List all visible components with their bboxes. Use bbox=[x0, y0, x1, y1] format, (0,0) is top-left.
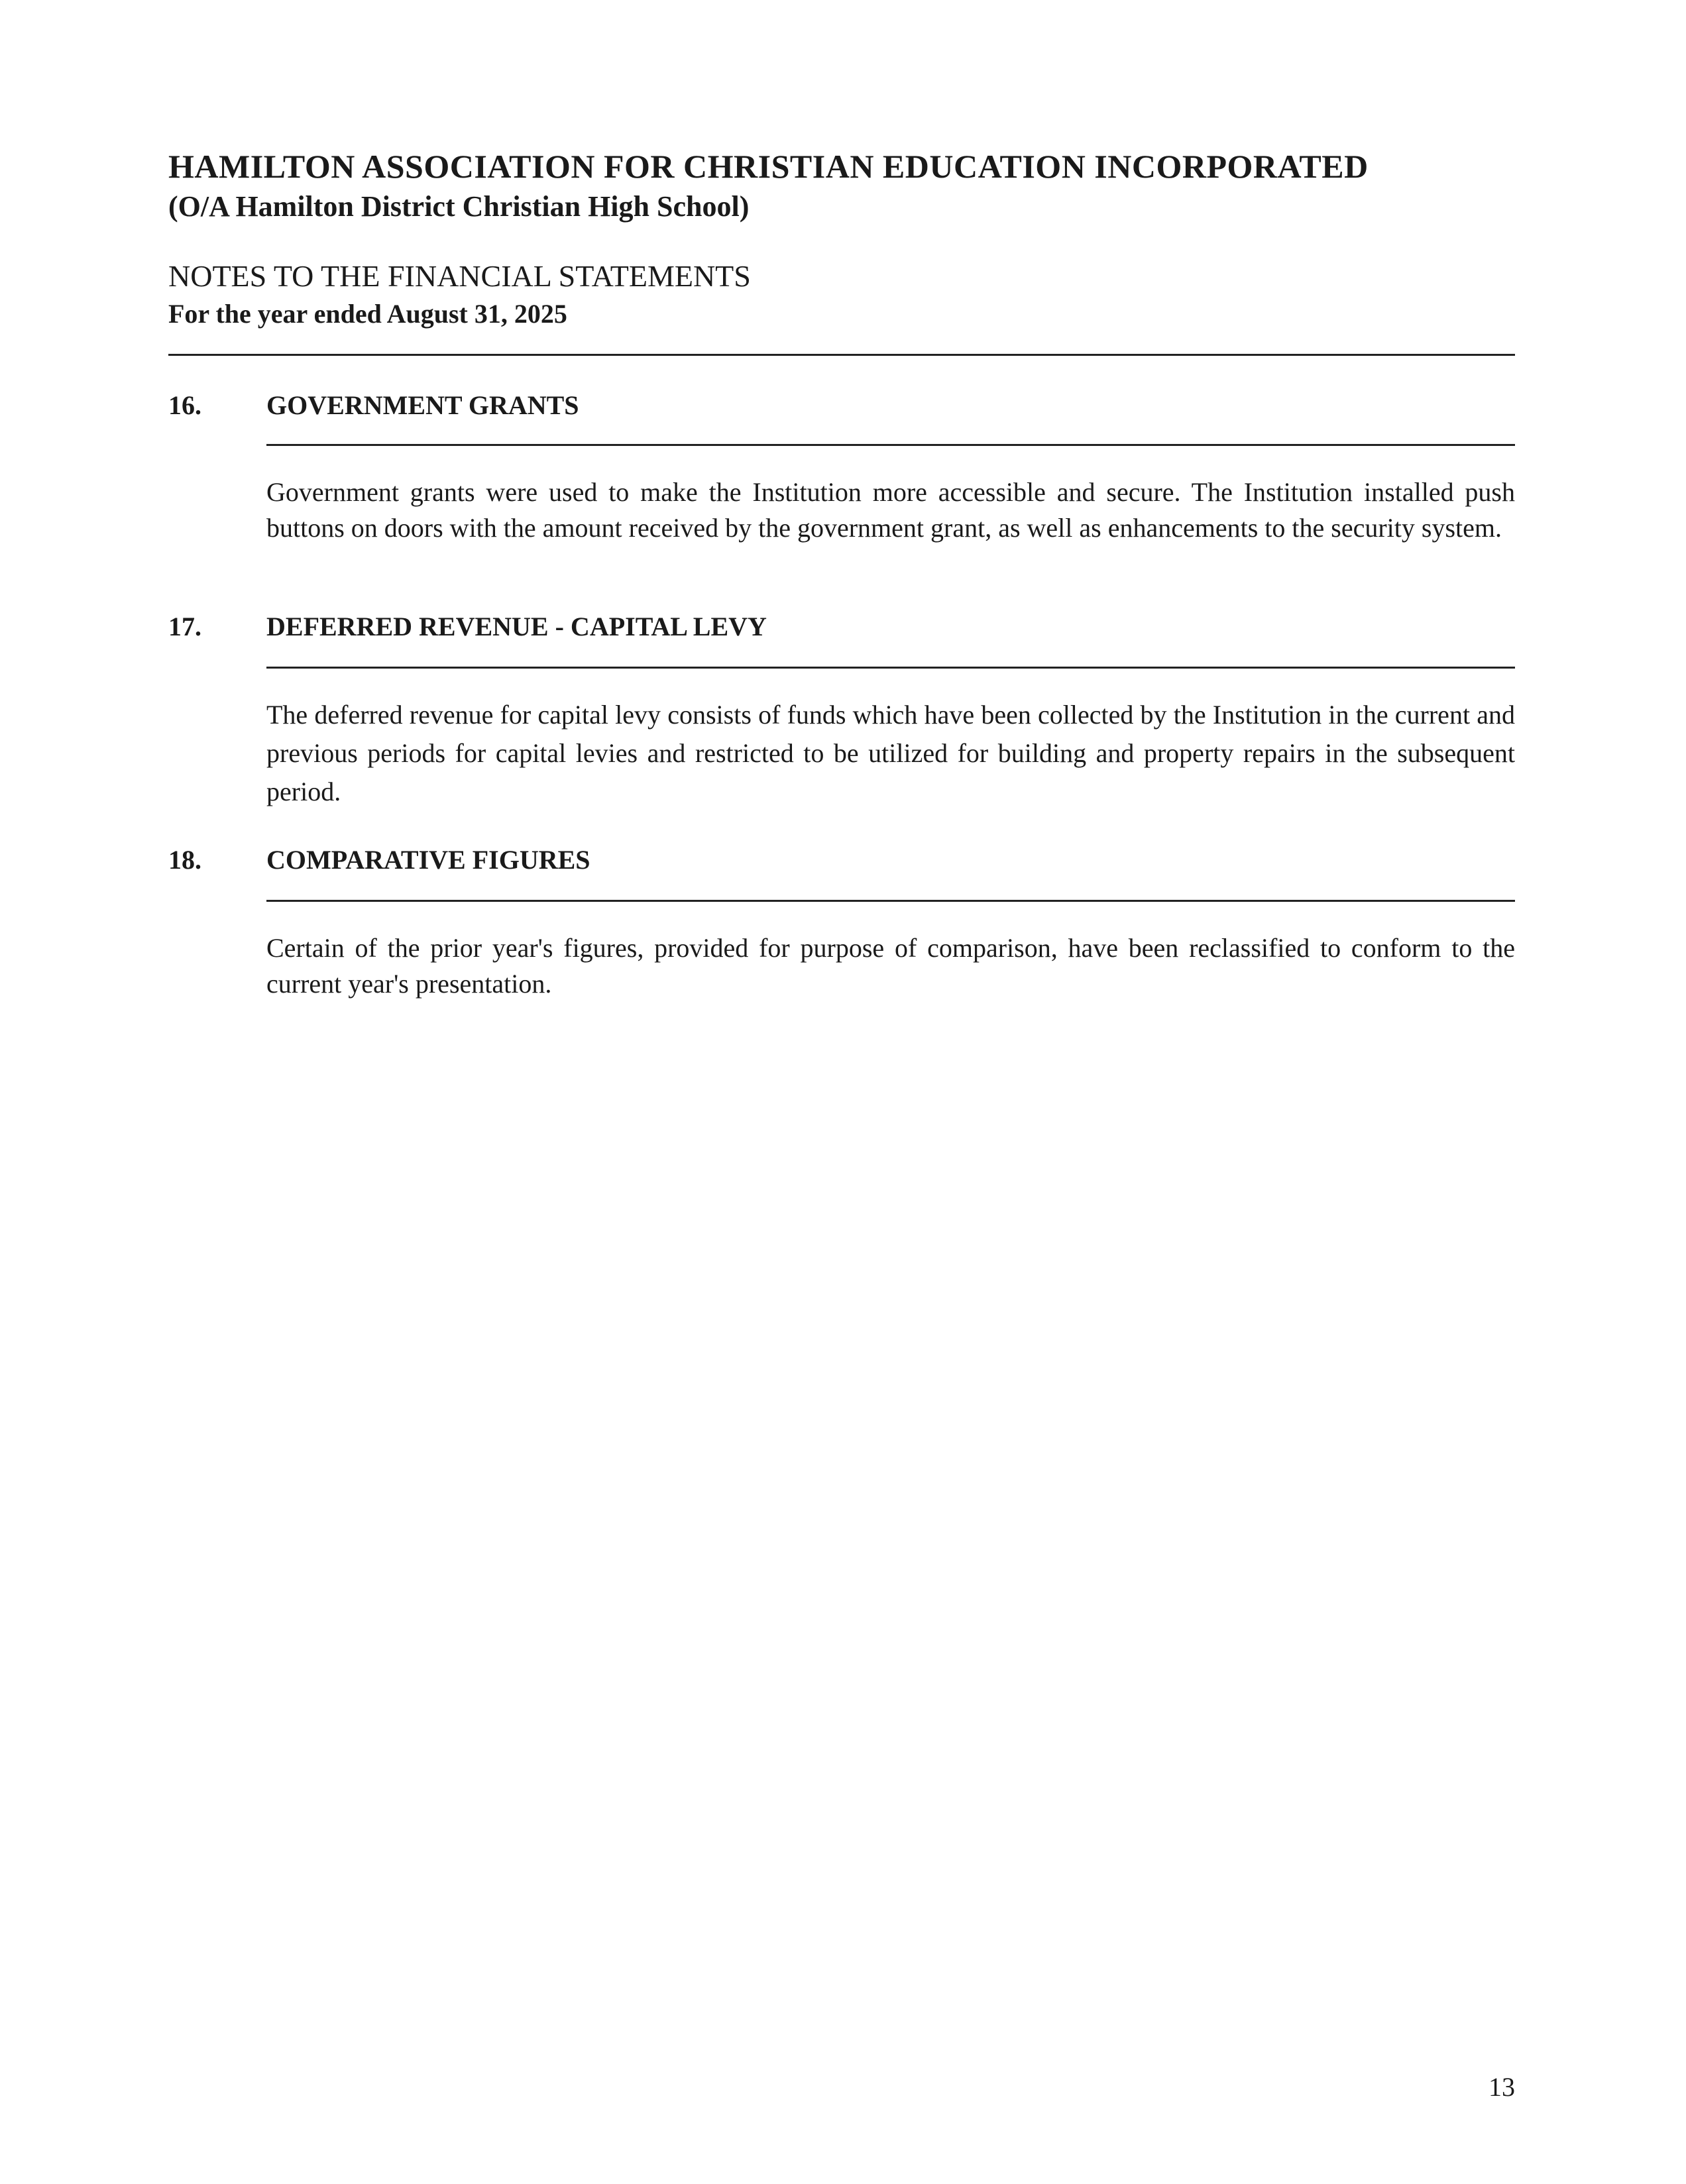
note-body: Government grants were used to make the Institution more accessible and secure. The Institution installed push buttons on doors with the amount received by the government grant, as well as enhancements to the security system. bbox=[266, 477, 1515, 543]
note-body: The deferred revenue for capital levy consists of funds which have been collected by the Institution in the current and previous periods for capital levies and restricted to be utilized for building and property repairs in the subsequent period. bbox=[266, 700, 1515, 806]
note-divider bbox=[266, 900, 1515, 902]
operating-as-name: (O/A Hamilton District Christian High School) bbox=[168, 190, 750, 223]
note-divider bbox=[266, 444, 1515, 446]
note-divider bbox=[266, 667, 1515, 669]
note-title: COMPARATIVE FIGURES bbox=[266, 845, 590, 875]
header-divider bbox=[168, 354, 1515, 356]
organization-name: HAMILTON ASSOCIATION FOR CHRISTIAN EDUCATION INCORPORATED bbox=[168, 148, 1369, 185]
reporting-period: For the year ended August 31, 2025 bbox=[168, 299, 567, 329]
document-title: NOTES TO THE FINANCIAL STATEMENTS bbox=[168, 259, 751, 293]
note-number: 16. bbox=[168, 390, 201, 420]
note-body: Certain of the prior year's figures, provided for purpose of comparison, have been reclassified to conform to the current year's presentation. bbox=[266, 933, 1515, 999]
note-title: GOVERNMENT GRANTS bbox=[266, 390, 579, 420]
page-number: 13 bbox=[1489, 2072, 1515, 2102]
note-number: 18. bbox=[168, 845, 201, 875]
note-number: 17. bbox=[168, 612, 201, 641]
note-title: DEFERRED REVENUE - CAPITAL LEVY bbox=[266, 612, 767, 641]
